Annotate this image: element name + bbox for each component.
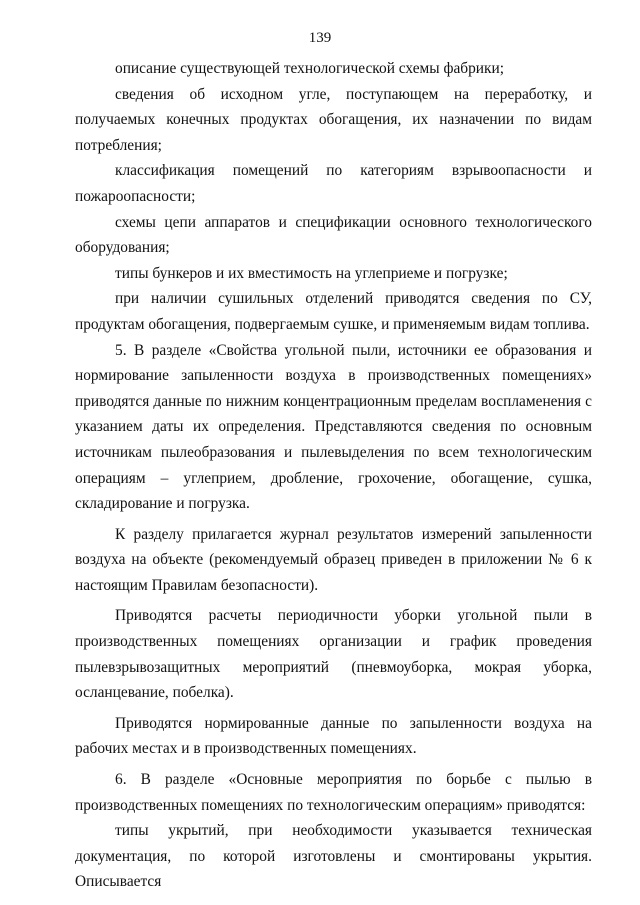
page-number: 139 — [308, 30, 332, 46]
paragraph-equipment-schemes: схемы цепи аппаратов и спецификации основного технологического оборудования; — [75, 213, 592, 257]
paragraph-dust-measurement-log: К разделу прилагается журнал результатов измерений запыленности воздуха на объекте (рекомендуемый образец приведен в приложении № 6 к настоящим Правилам безопасности). — [75, 525, 592, 594]
paragraph-source-coal: сведения об исходном угле, поступающем на переработку, и получаемых конечных продуктах обогащения, их назначении по видам потребления; — [75, 85, 592, 154]
paragraph-section-5: 5. В разделе «Свойства угольной пыли, источники ее образования и нормирование запыленности воздуха в производственных помещениях» приводятся данные по нижним концентрационным пределам воспламенения с указанием даты их определения. Представляются сведения по основным источникам пылеобразования и пылевыделения по всем технологическим операциям – углеприем, дробление, грохочение, обогащение, сушка, складирование и погрузка. — [75, 341, 592, 513]
paragraph-bunker-types: типы бункеров и их вместимость на углеприеме и погрузке; — [115, 264, 508, 282]
paragraph-section-6: 6. В разделе «Основные мероприятия по борьбе с пылью в производственных помещениях по технологическим операциям» приводятся: — [75, 771, 592, 814]
paragraph-drying-departments: при наличии сушильных отделений приводятся сведения по СУ, продуктам обогащения, подвергаемым сушке, и применяемым видам топлива. — [75, 290, 592, 333]
paragraph-room-classification: классификация помещений по категориям взрывоопасности и пожароопасности; — [75, 162, 592, 205]
paragraph-cleaning-calculations: Приводятся расчеты периодичности уборки угольной пыли в производственных помещениях организации и график проведения пылевзрывозащитных мероприятий (пневмоуборка, мокрая уборка, осланцевание, побелка). — [75, 607, 592, 702]
paragraph-cover-types: типы укрытий, при необходимости указывается техническая документация, по которой изготовлены и смонтированы укрытия. Описывается — [75, 822, 592, 891]
paragraph-scheme-description: описание существующей технологической схемы фабрики; — [115, 60, 505, 77]
page-body — [75, 56, 592, 895]
paragraph-dust-norms: Приводятся нормированные данные по запыленности воздуха на рабочих местах и в производственных помещениях. — [75, 714, 592, 758]
